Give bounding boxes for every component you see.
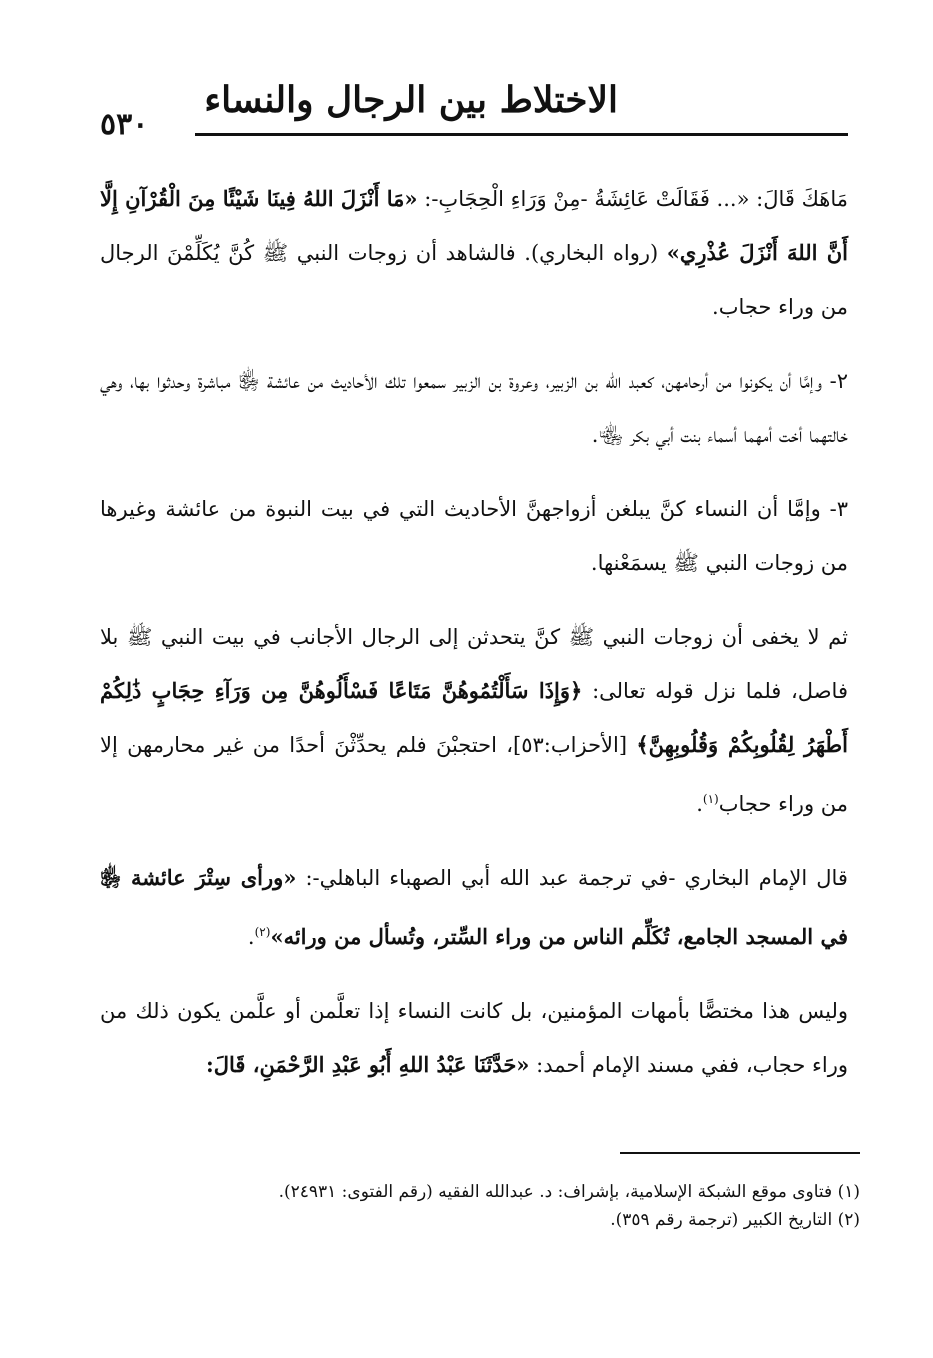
paragraph-4: [100, 610, 848, 831]
paragraph-4-end: .: [696, 792, 703, 816]
footnote-ref-1[interactable]: (١): [702, 792, 719, 806]
footnote-2: (٢) التاريخ الكبير (ترجمة رقم ٣٥٩).: [610, 1210, 860, 1230]
paragraph-6-quote: «حَدَّثَنَا عَبْدُ اللهِ أَبُو عَبْدِ الرَّحْمَنِ، قَالَ:: [205, 1052, 530, 1077]
paragraph-3: ٣- وإمَّا أن النساء كنَّ يبلغن أزواجهنَّ الأحاديث التي في بيت النبوة من عائشة وغيرها من زوجات النبي ﷺ يسمَعْنها.: [100, 497, 848, 575]
quran-verse: ﴿وَإِذَا سَأَلْتُمُوهُنَّ مَتَاعًا فَسْأَلُوهُنَّ مِن وَرَآءِ حِجَابٍ ذَٰلِكُمْ أَطْهَرُ لِقُلُوبِكُمْ وَقُلُوبِهِنَّ﴾: [100, 678, 848, 757]
page-header: [100, 75, 848, 145]
paragraph-5: [100, 851, 848, 964]
page-body: [100, 172, 848, 1112]
footnote-separator: [620, 1152, 860, 1154]
page-number: ٥٣٠: [100, 107, 149, 142]
paragraph-5-quote: «ورأى سِتْرَ عائشة ﵂ في المسجد الجامع، تُكَلِّم الناس من وراء السِّتر، وتُسأل من ورائه»: [100, 865, 848, 949]
paragraph-5-lead: قال الإمام البخاري -في ترجمة عبد الله أبي الصهباء الباهلي-:: [305, 866, 848, 890]
footnotes: [100, 1178, 860, 1234]
paragraph-6: [100, 984, 848, 1092]
paragraph-5-end: .: [247, 925, 255, 949]
paragraph-1-quote: «مَا أَنْزَلَ اللهُ فِينَا شَيْئًا مِنَ الْقُرْآنِ إِلَّا أَنَّ اللهَ أَنْزَلَ عُذْرِي»: [100, 186, 848, 265]
footnote-ref-2[interactable]: (٢): [254, 925, 271, 939]
paragraph-4-tail: [الأحزاب:٥٣]، احتجبْنَ فلم يحدِّثْنَ أحدًا من غير محارمهن إلا من وراء حجاب: [100, 733, 848, 816]
header-rule: [195, 133, 848, 136]
paragraph-2: ٢- وإمَّا أن يكونوا من أرحامهن، كعبد الله بن الزبير، وعروة بن الزبير سمعوا تلك الأحاديث من عائشة ﵂ مباشرة وحدثوا بها، وهي خالتهما أخت أمهما أسماء بنت أبي بكر ﵄.: [100, 369, 848, 447]
paragraph-1: [100, 172, 848, 334]
paragraph-1-lead: مَاهَكَ قَالَ: «... فَقَالَتْ عَائِشَةُ -مِنْ وَرَاءِ الْحِجَابِ-:: [424, 187, 848, 211]
paragraph-1-tail: (رواه البخاري). فالشاهد أن زوجات النبي ﷺ كُنَّ يُكَلِّمْنَ الرجال من وراء حجاب.: [100, 241, 848, 319]
paragraph-4-lead: ثم لا يخفى أن زوجات النبي ﷺ كنَّ يتحدثن إلى الرجال الأجانب في بيت النبي ﷺ بلا فاصل، فلما نزل قوله تعالى:: [100, 625, 848, 703]
paragraph-6-lead: وليس هذا مختصًّا بأمهات المؤمنين، بل كانت النساء إذا تعلَّمن أو علَّمن يكون ذلك من وراء حجاب، ففي مسند الإمام أحمد:: [100, 999, 848, 1077]
footnote-1: (١) فتاوى موقع الشبكة الإسلامية، بإشراف: د. عبدالله الفقيه (رقم الفتوى: ٢٤٩٣١).: [278, 1182, 860, 1202]
running-title: الاختلاط بين الرجال والنساء: [204, 79, 618, 121]
